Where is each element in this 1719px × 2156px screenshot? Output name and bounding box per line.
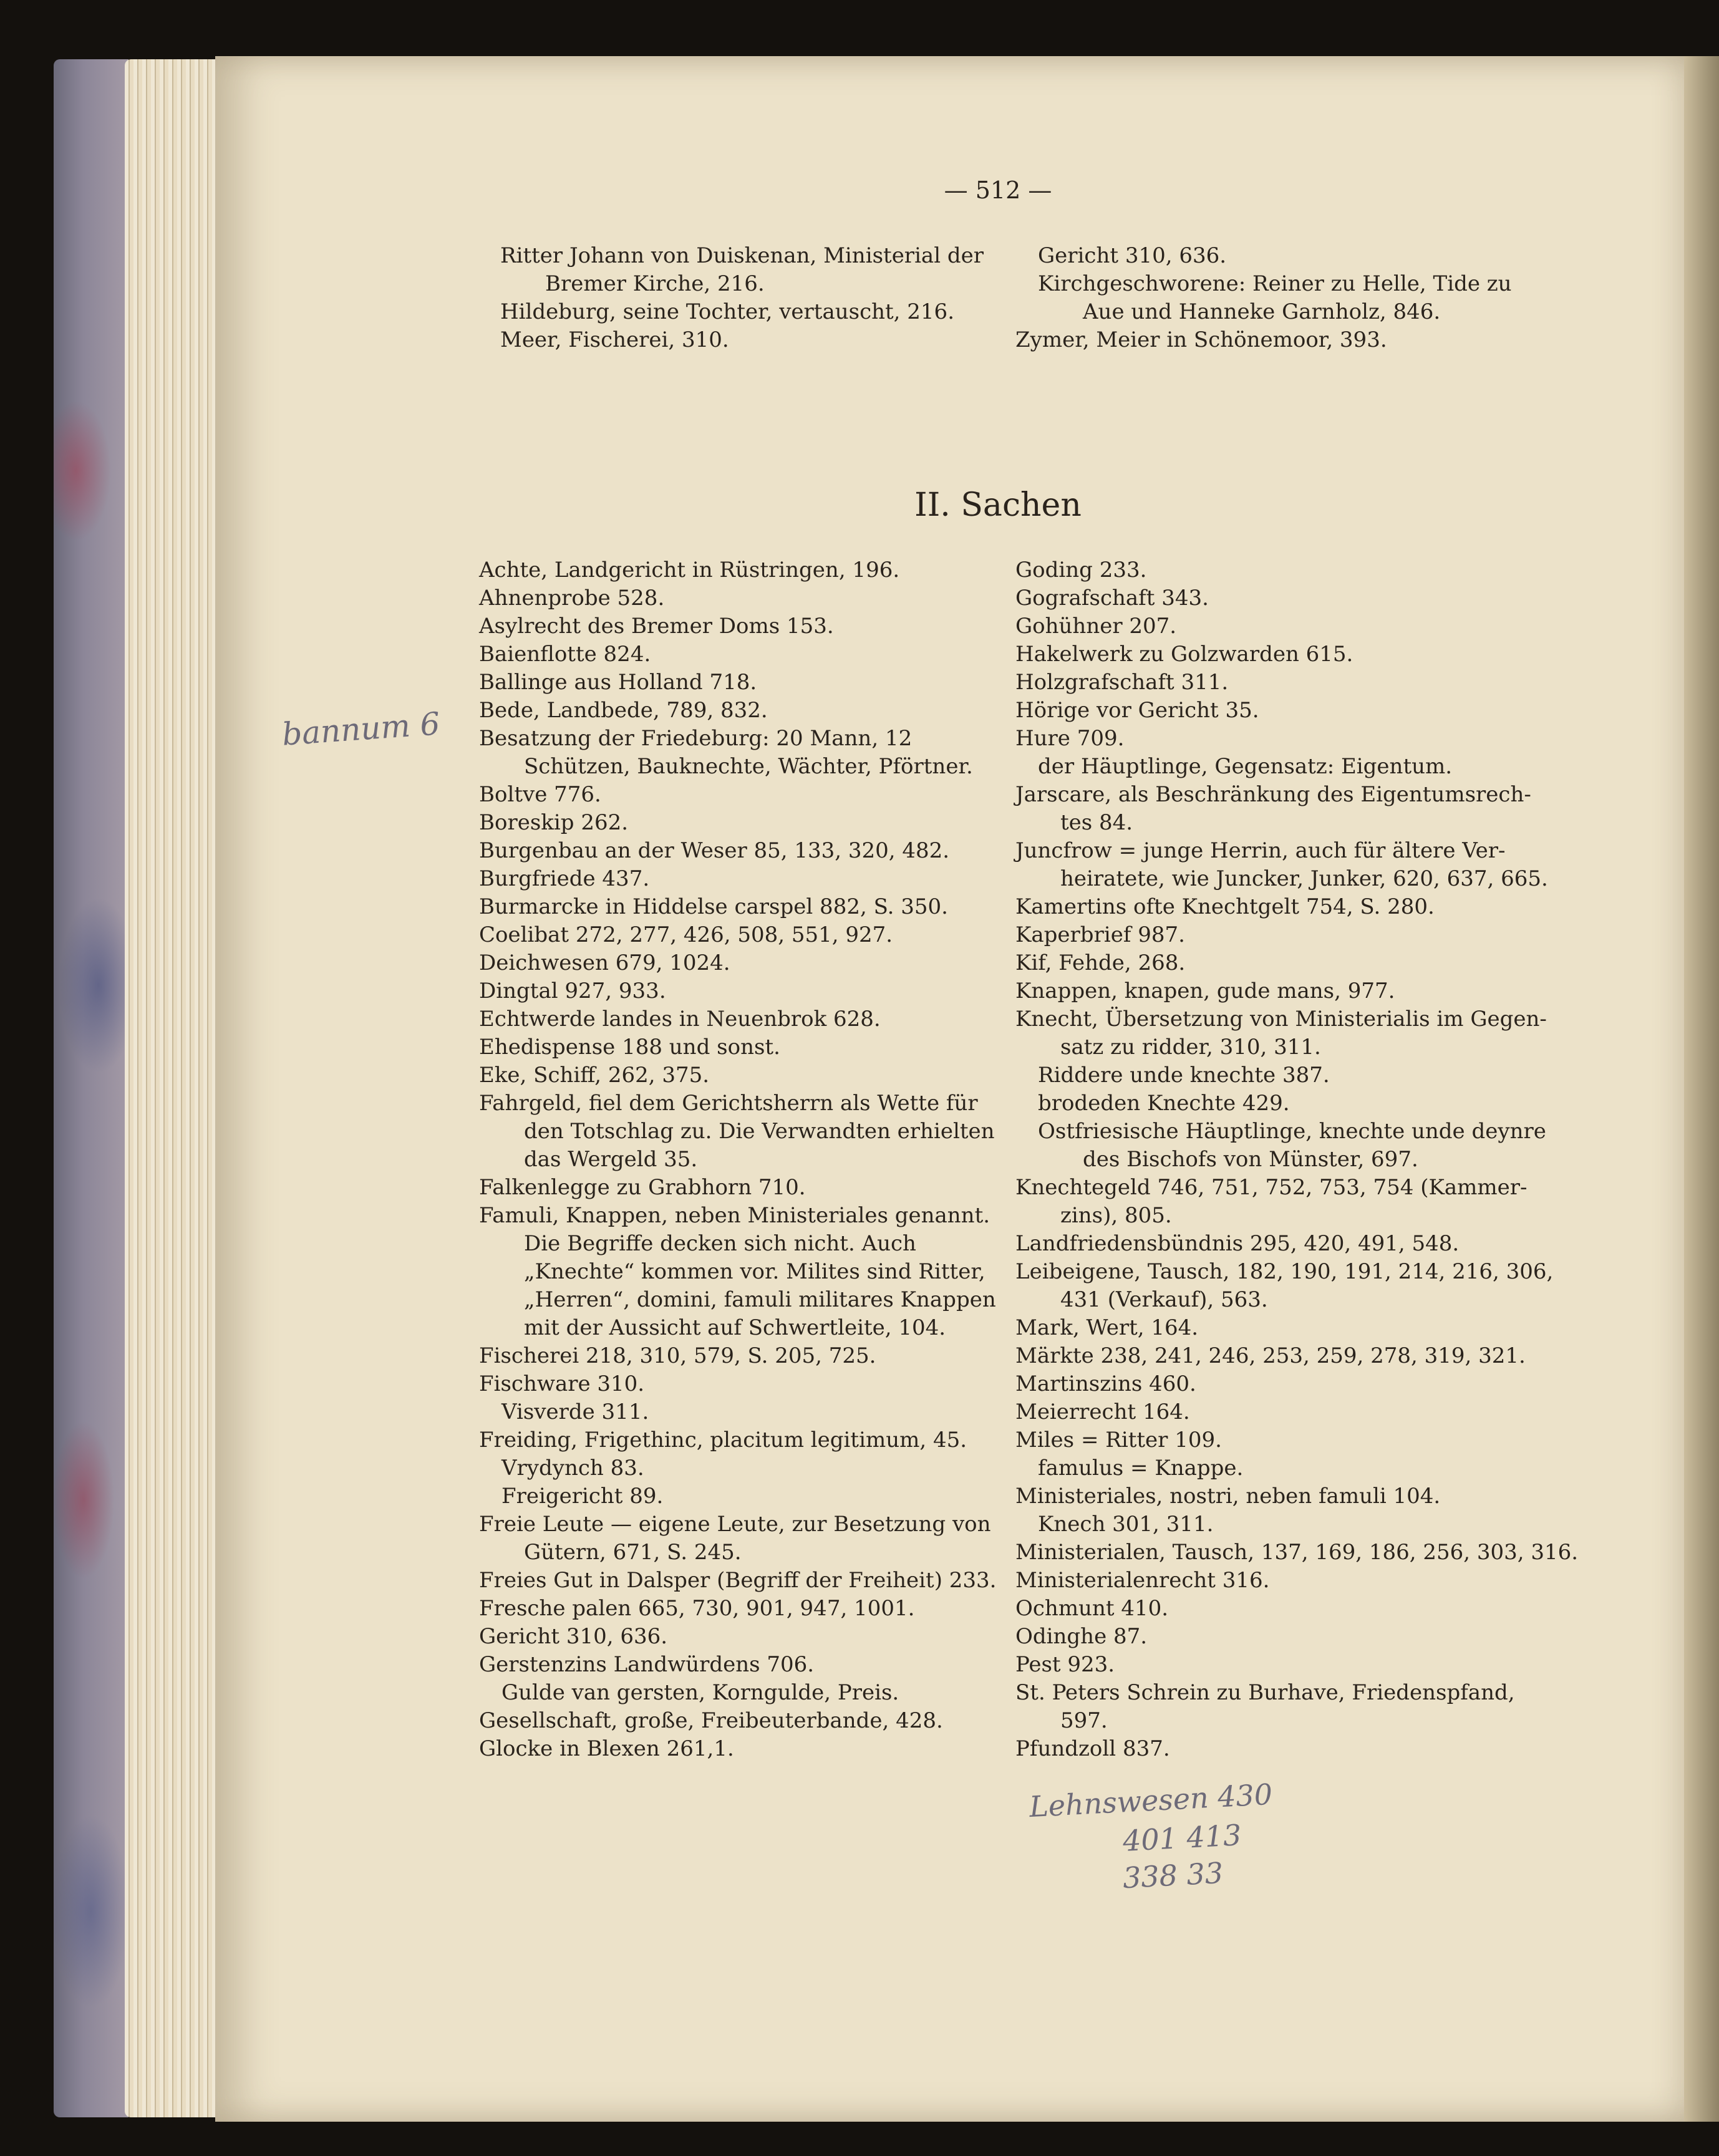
entry-line: 431 (Verkauf), 563. (1060, 1287, 1268, 1312)
entry-line: Glocke in Blexen 261,1. (479, 1736, 734, 1761)
entry-line: Riddere unde knechte 387. (1038, 1063, 1330, 1088)
index-entry (479, 1511, 991, 1567)
entry-line: Gütern, 671, S. 245. (524, 1540, 742, 1565)
index-entry (479, 1005, 983, 1033)
entry-line: Zymer, Meier in Schönemoor, 393. (1015, 327, 1387, 352)
index-entry (1015, 1061, 1521, 1090)
entry-line: Gografschaft 343. (1015, 586, 1209, 611)
entry-line: Aue und Hanneke Garnholz, 846. (1083, 299, 1441, 324)
index-entry (1015, 326, 1521, 354)
index-entry (1015, 584, 1521, 612)
index-entry (1015, 270, 1521, 326)
entry-line: Eke, Schiff, 262, 375. (479, 1063, 710, 1088)
index-entry (479, 1061, 983, 1090)
entry-line: Burgfriede 437. (479, 866, 650, 891)
entry-line: Pest 923. (1015, 1652, 1115, 1677)
entry-line: heiratete, wie Juncker, Junker, 620, 637, 665. (1060, 866, 1548, 891)
entry-line: Juncfrow = junge Herrin, auch für ältere Ver- (1015, 838, 1506, 863)
entry-line: famulus = Knappe. (1038, 1456, 1244, 1481)
index-entry (1015, 1651, 1521, 1679)
index-entry (1015, 837, 1548, 893)
entry-line: brodeden Knechte 429. (1038, 1091, 1290, 1116)
index-entry (1015, 612, 1521, 641)
index-entry (1015, 1679, 1521, 1735)
page-number: — 512 — (944, 176, 1052, 204)
handwritten-margin-note: bannum 6 (281, 705, 442, 753)
entry-line: Gericht 310, 636. (1038, 243, 1227, 268)
index-entry (479, 1735, 983, 1763)
entry-line: des Bischofs von Münster, 697. (1083, 1147, 1418, 1172)
entry-line: Gulde van gersten, Korngulde, Preis. (501, 1680, 899, 1705)
index-entry (1015, 1539, 1579, 1567)
entry-line: Falkenlegge zu Grabhorn 710. (479, 1175, 806, 1200)
entry-line: Gericht 310, 636. (479, 1624, 668, 1649)
entry-line: Ministeriales, nostri, neben famuli 104. (1015, 1484, 1441, 1509)
handwritten-note-line-1: Lehnswesen 430 (1028, 1777, 1274, 1824)
handwritten-note-line-2: 401 413 (1121, 1818, 1242, 1858)
index-entry (479, 556, 983, 584)
entry-line: Knappen, knapen, gude mans, 977. (1015, 979, 1395, 1003)
entry-line: satz zu ridder, 310, 311. (1060, 1035, 1321, 1060)
index-entry (500, 242, 984, 298)
index-entry (479, 1342, 983, 1370)
entry-line: Hure 709. (1015, 726, 1125, 751)
index-entry (479, 725, 983, 781)
entry-line: Freie Leute — eigene Leute, zur Besetzung von (479, 1512, 991, 1537)
entry-line: Achte, Landgericht in Rüstringen, 196. (479, 558, 900, 583)
index-entry (479, 612, 983, 641)
top-left-entries (500, 242, 984, 354)
index-entry (479, 1033, 983, 1061)
index-entry (479, 809, 983, 837)
entry-line: Fischerei 218, 310, 579, S. 205, 725. (479, 1343, 876, 1368)
index-entry (479, 1595, 983, 1623)
index-entry (479, 1482, 983, 1511)
entry-line: Hildeburg, seine Tochter, vertauscht, 216. (500, 299, 954, 324)
page-stack-edge (125, 59, 218, 2117)
entry-line: Leibeigene, Tausch, 182, 190, 191, 214, 216, 306, (1015, 1259, 1554, 1284)
entry-line: Hörige vor Gericht 35. (1015, 698, 1259, 723)
index-entry (1015, 949, 1521, 977)
entry-line: Gohühner 207. (1015, 614, 1177, 639)
top-right-entries (1015, 242, 1521, 354)
index-entry (479, 921, 983, 949)
entry-line: Märkte 238, 241, 246, 253, 259, 278, 319, 321. (1015, 1343, 1526, 1368)
entry-line: Knechtegeld 746, 751, 752, 753, 754 (Kammer- (1015, 1175, 1528, 1200)
entry-line: Echtwerde landes in Neuenbrok 628. (479, 1007, 881, 1032)
index-entry (1015, 781, 1531, 837)
entry-line: Vrydynch 83. (501, 1456, 644, 1481)
entry-line: zins), 805. (1060, 1203, 1172, 1228)
index-entry (1015, 1398, 1521, 1426)
index-entry (1015, 753, 1521, 781)
entry-line: „Herren“, domini, famuli militares Knappen (524, 1287, 996, 1312)
index-entry (1015, 1118, 1546, 1174)
entry-line: Fresche palen 665, 730, 901, 947, 1001. (479, 1596, 915, 1621)
index-entry (1015, 1258, 1554, 1314)
entry-line: das Wergeld 35. (524, 1147, 698, 1172)
index-entry (500, 326, 981, 354)
entry-line: Pfundzoll 837. (1015, 1736, 1170, 1761)
entry-line: Kif, Fehde, 268. (1015, 950, 1186, 975)
entry-line: Gerstenzins Landwürdens 706. (479, 1652, 815, 1677)
entry-line: Holzgrafschaft 311. (1015, 670, 1229, 695)
index-entry (479, 1567, 997, 1595)
index-entry (1015, 893, 1521, 921)
index-entry (479, 1454, 983, 1482)
entry-line: Deichwesen 679, 1024. (479, 950, 730, 975)
entry-line: Boltve 776. (479, 782, 601, 807)
entry-line: Besatzung der Friedeburg: 20 Mann, 12 (479, 726, 913, 751)
index-entry (479, 584, 983, 612)
entry-line: Fischware 310. (479, 1371, 645, 1396)
index-entry (1015, 1511, 1521, 1539)
index-entry (1015, 1174, 1528, 1230)
entry-line: Visverde 311. (501, 1399, 649, 1424)
entry-line: Burgenbau an der Weser 85, 133, 320, 482. (479, 838, 950, 863)
entry-line: Ostfriesische Häuptlinge, knechte unde deynre (1038, 1119, 1546, 1144)
entry-line: Bede, Landbede, 789, 832. (479, 698, 768, 723)
index-entry (1015, 977, 1521, 1005)
entry-line: Schützen, Bauknechte, Wächter, Pförtner. (524, 754, 973, 779)
entry-line: Ochmunt 410. (1015, 1596, 1169, 1621)
index-entry (1015, 556, 1521, 584)
entry-line: „Knechte“ kommen vor. Milites sind Ritter, (524, 1259, 985, 1284)
index-entry (479, 977, 983, 1005)
entry-line: Kirchgeschworene: Reiner zu Helle, Tide zu (1038, 271, 1512, 296)
entry-line: Fahrgeld, fiel dem Gerichtsherrn als Wette für (479, 1091, 978, 1116)
entry-line: Gesellschaft, große, Freibeuterbande, 428. (479, 1708, 943, 1733)
index-entry (1015, 242, 1521, 270)
index-entry (479, 1623, 983, 1651)
entry-line: Baienflotte 824. (479, 642, 651, 667)
index-entry (1015, 1482, 1521, 1511)
entry-line: mit der Aussicht auf Schwertleite, 104. (524, 1315, 946, 1340)
entry-line: Ballinge aus Holland 718. (479, 670, 757, 695)
index-entry (479, 1174, 983, 1202)
index-column-right (1015, 556, 1579, 1763)
entry-line: Ritter Johann von Duiskenan, Ministerial der (500, 243, 984, 268)
entry-line: Asylrecht des Bremer Doms 153. (479, 614, 834, 639)
index-entry (479, 1398, 983, 1426)
index-column-left (479, 556, 997, 1763)
entry-line: Landfriedensbündnis 295, 420, 491, 548. (1015, 1231, 1460, 1256)
entry-line: Odinghe 87. (1015, 1624, 1148, 1649)
index-entry (1015, 1567, 1521, 1595)
entry-line: Coelibat 272, 277, 426, 508, 551, 927. (479, 922, 893, 947)
entry-line: Die Begriffe decken sich nicht. Auch (524, 1231, 916, 1256)
index-entry (1015, 669, 1521, 697)
entry-line: Bremer Kirche, 216. (545, 271, 765, 296)
index-entry (1015, 1342, 1526, 1370)
index-entry (1015, 697, 1521, 725)
entry-line: Ehedispense 188 und sonst. (479, 1035, 780, 1060)
entry-line: Ahnenprobe 528. (479, 586, 665, 611)
index-entry (479, 949, 983, 977)
marbled-book-edge (54, 59, 128, 2117)
index-entry (1015, 1005, 1547, 1061)
handwritten-note-line-3: 338 33 (1121, 1855, 1224, 1895)
index-entry (479, 837, 983, 865)
entry-line: Martinszins 460. (1015, 1371, 1196, 1396)
entry-line: den Totschlag zu. Die Verwandten erhielten (524, 1119, 995, 1144)
entry-line: Freigericht 89. (501, 1484, 664, 1509)
index-entry (479, 1679, 983, 1707)
index-entry (479, 1202, 996, 1342)
entry-line: Jarscare, als Beschränkung des Eigentumsrech- (1015, 782, 1531, 807)
entry-line: Kamertins ofte Knechtgelt 754, S. 280. (1015, 894, 1435, 919)
index-entry (479, 893, 983, 921)
index-entry (1015, 1623, 1521, 1651)
entry-line: Mark, Wert, 164. (1015, 1315, 1199, 1340)
entry-line: Kaperbrief 987. (1015, 922, 1185, 947)
index-entry (479, 1370, 983, 1398)
index-entry (1015, 725, 1521, 753)
entry-line: Burmarcke in Hiddelse carspel 882, S. 350. (479, 894, 948, 919)
index-entry (1015, 1230, 1521, 1258)
entry-line: Miles = Ritter 109. (1015, 1428, 1222, 1453)
entry-line: Freiding, Frigethinc, placitum legitimum, 45. (479, 1428, 967, 1453)
index-entry (479, 669, 983, 697)
entry-line: Ministerialen, Tausch, 137, 169, 186, 256, 303, 316. (1015, 1540, 1579, 1565)
index-entry (1015, 1314, 1521, 1342)
index-entry (479, 641, 983, 669)
index-entry (479, 1090, 995, 1174)
index-entry (1015, 1090, 1521, 1118)
entry-line: St. Peters Schrein zu Burhave, Friedenspfand, (1015, 1680, 1515, 1705)
index-entry (479, 697, 983, 725)
entry-line: Boreskip 262. (479, 810, 629, 835)
index-entry (1015, 1454, 1521, 1482)
index-entry (1015, 1595, 1521, 1623)
index-entry (1015, 1735, 1521, 1763)
entry-line: Meer, Fischerei, 310. (500, 327, 729, 352)
entry-line: der Häuptlinge, Gegensatz: Eigentum. (1038, 754, 1453, 779)
entry-line: Goding 233. (1015, 558, 1147, 583)
index-entry (479, 1651, 983, 1679)
entry-line: Knecht, Übersetzung von Ministerialis im Gegen- (1015, 1007, 1547, 1032)
entry-line: tes 84. (1060, 810, 1133, 835)
index-entry (1015, 641, 1521, 669)
entry-line: Meierrecht 164. (1015, 1399, 1190, 1424)
index-entry (1015, 1370, 1521, 1398)
section-title: II. Sachen (914, 486, 1082, 524)
entry-line: Famuli, Knappen, neben Ministeriales genannt. (479, 1203, 990, 1228)
entry-line: Hakelwerk zu Golzwarden 615. (1015, 642, 1353, 667)
index-entry (1015, 921, 1521, 949)
entry-line: 597. (1060, 1708, 1108, 1733)
index-entry (479, 1707, 983, 1735)
entry-line: Freies Gut in Dalsper (Begriff der Freiheit) 233. (479, 1568, 997, 1593)
entry-line: Ministerialenrecht 316. (1015, 1568, 1270, 1593)
page-right-edge (1684, 56, 1719, 2122)
index-entry (479, 781, 983, 809)
entry-line: Dingtal 927, 933. (479, 979, 666, 1003)
entry-line: Knech 301, 311. (1038, 1512, 1214, 1537)
index-entry (479, 865, 983, 893)
index-entry (1015, 1426, 1521, 1454)
index-entry (479, 1426, 983, 1454)
index-entry (500, 298, 981, 326)
